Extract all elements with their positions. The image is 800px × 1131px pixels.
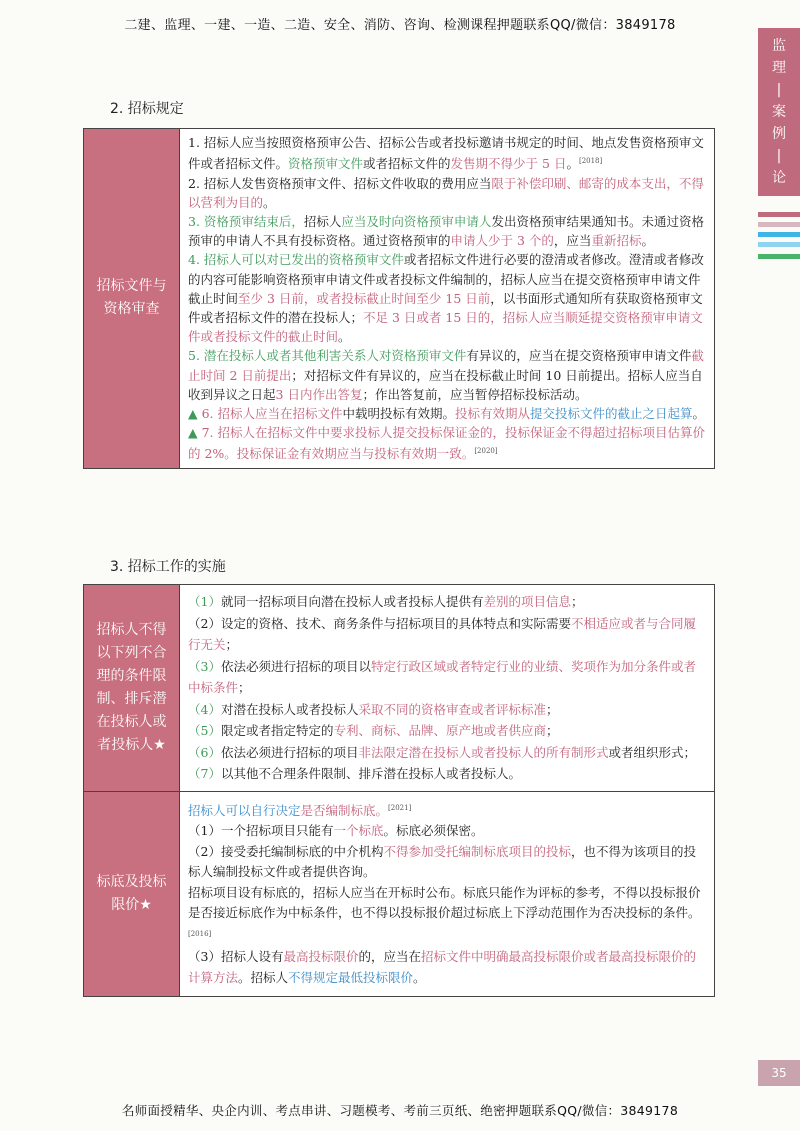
table-row — [84, 585, 714, 792]
paragraph: （2）接受委托编制标底的中介机构不得参加受托编制标底项目的投标，也不得为该项目的投标人编制投标文件或者提供咨询。 — [188, 843, 696, 880]
list-item: （2）设定的资格、技术、商务条件与招标项目的具体特点和实际需要不相适应或者与合同履行无关； — [188, 615, 696, 652]
paragraph: 2. 招标人发售资格预审文件、招标文件收取的费用应当限于补偿印刷、邮寄的成本支出，不得以营利为目的。 — [188, 175, 704, 210]
side-tab-char: | — [776, 82, 782, 98]
paragraph: 3. 资格预审结束后，招标人应当及时向资格预审申请人发出资格预审结果通知书。未通过资格预审的申请人不具有投标资格。通过资格预审的申请人少于 3 个的，应当重新招标。 — [188, 213, 704, 249]
row-label: 标底及投标限价★ — [84, 792, 180, 997]
paragraph: ▲ 7. 招标人在招标文件中要求投标人提交投标保证金的，投标保证金不得超过招标项目估算价的 2%。投标保证金有效期应当与投标有效期一致。[2020] — [188, 425, 705, 462]
stripe-blue — [758, 232, 800, 237]
stripe-light-pink — [758, 222, 800, 227]
list-item: （4）对潜在投标人或者投标人采取不同的资格审查或者评标标准； — [188, 701, 559, 717]
paragraph: 1. 招标人应当按照资格预审公告、招标公告或者投标邀请书规定的时间、地点发售资格预审文件或者招标文件。资格预审文件或者招标文件的发售期不得少于 5 日。[2018] — [188, 135, 704, 172]
paragraph: 招标项目设有标底的，招标人应当在开标时公布。标底只能作为评标的参考，不得以投标报价是否接近标底作为中标条件，也不得以投标报价超过标底上下浮动范围作为否决投标的条件。[2016] — [188, 884, 701, 938]
paragraph: ▲ 6. 招标人应当在招标文件中载明投标有效期。投标有效期从提交投标文件的截止之日起算。 — [188, 406, 706, 421]
side-tab-char: 论 — [772, 170, 786, 186]
side-tab-char: | — [776, 148, 782, 164]
section2-table — [83, 128, 715, 469]
stripe-pink — [758, 212, 800, 217]
row-content — [180, 585, 714, 791]
row-label: 招标人不得以下列不合理的条件限制、排斥潜在投标人或者投标人★ — [84, 585, 180, 791]
side-tab-char: 监 — [772, 38, 786, 54]
side-tab-char: 案 — [772, 104, 786, 120]
row-label: 招标文件与资格审查 — [84, 129, 180, 468]
side-tab-char: 理 — [772, 60, 786, 76]
paragraph: 招标人可以自行决定是否编制标底。[2021] — [188, 802, 412, 818]
row-content — [180, 129, 714, 468]
stripe-light-blue — [758, 242, 800, 247]
list-item: （1）就同一招标项目向潜在投标人或者投标人提供有差别的项目信息； — [188, 594, 584, 609]
list-item: （3）依法必须进行招标的项目以特定行政区域或者特定行业的业绩、奖项作为加分条件或者中标条件； — [188, 658, 696, 695]
stripe-green — [758, 254, 800, 259]
section3-table — [83, 584, 715, 997]
side-tab-char: 例 — [772, 126, 786, 142]
paragraph: （3）招标人设有最高投标限价的，应当在招标文件中明确最高投标限价或者最高投标限价的计算方法。招标人不得规定最低投标限价。 — [188, 949, 697, 985]
table-row — [84, 792, 714, 997]
page-header: 二建、监理、一建、一造、二造、安全、消防、咨询、检测课程押题联系QQ/微信：3849178 — [124, 18, 676, 33]
row-content — [180, 792, 714, 997]
table-row — [84, 129, 714, 468]
section-title: 2. 招标规定 — [110, 101, 184, 117]
paragraph: 5. 潜在投标人或者其他利害关系人对资格预审文件有异议的，应当在提交资格预审申请文件截止时间 2 日前提出；对招标文件有异议的，应当在投标截止时间 10 日前提出。招标人应当自收到异议之日起3 日内作出答复；作出答复前，应当暂停招标投标活动。 — [188, 348, 704, 402]
side-tab — [758, 28, 800, 196]
list-item: （7）以其他不合理条件限制、排斥潜在投标人或者投标人。 — [188, 766, 521, 781]
paragraph: 4. 招标人可以对已发出的资格预审文件或者招标文件进行必要的澄清或者修改。澄清或者修改的内容可能影响资格预审申请文件或者投标文件编制的，招标人应当在提交资格预审申请文件截止时间至少 3 日前，或者投标截止时间至少 15 日前，以书面形式通知所有获取资格预审文件或者招标文件的潜在投标人；不足 3 日或者 15 日的，招标人应当顺延提交资格预审申请文件或者投标文件的截止时间。 — [188, 252, 704, 345]
page-footer: 名师面授精华、央企内训、考点串讲、习题模考、考前三页纸、绝密押题联系QQ/微信：3849178 — [121, 1103, 679, 1118]
triangle-icon: ▲ — [188, 406, 198, 421]
list-item: （5）限定或者指定特定的专利、商标、品牌、原产地或者供应商； — [188, 723, 559, 738]
paragraph: （1）一个招标项目只能有一个标底。标底必须保密。 — [188, 823, 484, 839]
triangle-icon: ▲ — [188, 425, 198, 441]
section-title: 3. 招标工作的实施 — [110, 559, 226, 575]
list-item: （6）依法必须进行招标的项目非法限定潜在投标人或者投标人的所有制形式或者组织形式； — [188, 744, 696, 760]
page-number: 35 — [758, 1060, 800, 1086]
